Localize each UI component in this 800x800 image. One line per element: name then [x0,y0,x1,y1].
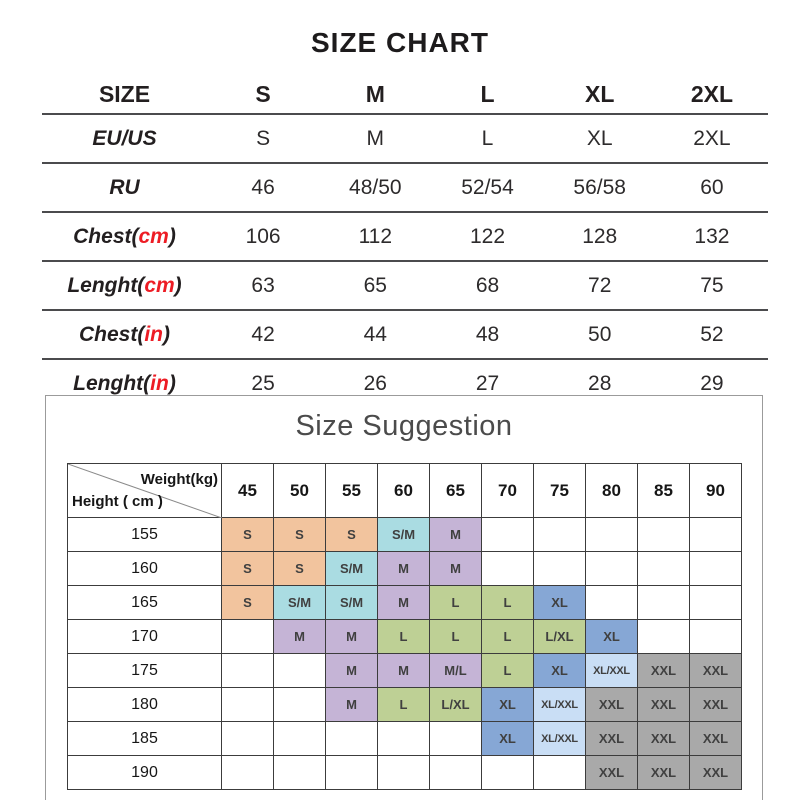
suggestion-size-cell: S [274,518,326,552]
size-table [42,75,768,407]
suggestion-size-cell: M [378,552,430,586]
suggestion-size-cell: XXL [638,722,690,756]
suggestion-empty-cell [586,586,638,620]
weight-header-cell: 85 [638,464,690,518]
size-table-body [42,115,768,407]
suggestion-empty-cell [274,756,326,790]
size-value-cell: 65 [363,273,387,297]
suggestion-size-cell: L [378,620,430,654]
suggestion-empty-cell [378,722,430,756]
suggestion-size-cell: XL [534,654,586,688]
size-value-cell: 122 [469,224,506,248]
suggestion-empty-cell [222,654,274,688]
column-header-s: S [255,80,271,107]
suggestion-size-cell: M [378,654,430,688]
size-table-row [42,213,768,262]
suggestion-size-cell: M [378,586,430,620]
suggestion-size-cell: XL [482,722,534,756]
height-label-cell: 175 [68,654,222,688]
size-table-row [42,311,768,360]
suggestion-size-cell: S/M [326,586,378,620]
height-label-cell: 155 [68,518,222,552]
suggestion-size-cell: XXL [586,688,638,722]
size-header-label: SIZE [98,80,151,107]
suggestion-empty-cell [430,722,482,756]
row-label [42,274,207,298]
suggestion-empty-cell [222,688,274,722]
suggestion-empty-cell [326,722,378,756]
size-table-row [42,115,768,164]
suggestion-size-cell: XL/XXL [586,654,638,688]
suggestion-empty-cell [274,654,326,688]
size-value-cell: S [256,126,271,150]
row-label [42,323,207,347]
suggestion-size-cell: M [326,688,378,722]
suggestion-empty-cell [534,756,586,790]
suggestion-size-cell: S/M [378,518,430,552]
suggestion-empty-cell [222,756,274,790]
suggestion-size-cell: M [430,552,482,586]
weight-header-cell: 45 [222,464,274,518]
size-value-cell: 52/54 [461,175,514,199]
height-label-cell: 185 [68,722,222,756]
row-label-close: ) [174,273,182,297]
suggestion-empty-cell [430,756,482,790]
height-label-cell: 170 [68,620,222,654]
size-table-header-row [42,75,768,115]
row-label-text: Chest( [78,322,145,346]
row-label-unit: cm [138,224,169,248]
size-value-cell: 112 [358,224,393,248]
suggestion-size-cell: L [378,688,430,722]
size-value-cell: 48/50 [349,175,402,199]
row-label-text: Lenght( [67,273,145,297]
suggestion-size-cell: XL/XXL [534,722,586,756]
size-suggestion-title: Size Suggestion [295,410,513,442]
row-label [42,225,207,249]
suggestion-size-cell: XL [482,688,534,722]
suggestion-size-cell: XL [534,586,586,620]
size-value-cell: XL [586,126,613,150]
size-value-cell: 50 [588,322,612,346]
row-label-unit: in [144,322,163,346]
size-value-cell: 56/58 [573,175,626,199]
suggestion-size-cell: M [274,620,326,654]
height-label-cell: 190 [68,756,222,790]
suggestion-empty-cell [638,586,690,620]
suggestion-empty-cell [534,552,586,586]
suggestion-size-cell: L [482,586,534,620]
row-label-unit: cm [144,273,175,297]
suggestion-empty-cell [690,586,742,620]
suggestion-empty-cell [586,518,638,552]
suggestion-size-cell: S [326,518,378,552]
suggestion-empty-cell [638,552,690,586]
suggestion-empty-cell [638,518,690,552]
size-value-cell: 132 [694,224,730,248]
row-label-text: Lenght( [73,371,151,395]
size-value-cell: 75 [700,273,724,297]
size-value-cell: 63 [251,273,275,297]
suggestion-size-cell: M [326,654,378,688]
suggestion-size-cell: XXL [638,654,690,688]
row-label-unit: in [150,371,169,395]
size-value-cell: 46 [251,175,275,199]
suggestion-empty-cell [638,620,690,654]
weight-header-cell: 70 [482,464,534,518]
size-value-cell: 42 [251,322,275,346]
height-axis-label: Height ( cm ) [72,493,163,510]
size-table-row [42,262,768,311]
suggestion-size-cell: S [222,586,274,620]
suggestion-size-cell: M/L [430,654,482,688]
suggestion-empty-cell [222,620,274,654]
size-value-cell: 25 [251,371,275,395]
weight-header-cell: 55 [326,464,378,518]
weight-header-cell: 50 [274,464,326,518]
suggestion-empty-cell [690,620,742,654]
column-header-xl: XL [585,80,615,107]
suggestion-size-cell: L [482,620,534,654]
weight-header-cell: 60 [378,464,430,518]
weight-header-cell: 65 [430,464,482,518]
size-value-cell: 106 [245,224,281,248]
row-label [42,372,207,396]
size-value-cell: 68 [475,273,500,297]
row-label-text: RU [109,175,140,199]
suggestion-empty-cell [690,552,742,586]
suggestion-size-cell: S/M [274,586,326,620]
row-label-text: Chest( [73,224,139,248]
size-value-cell: 44 [363,322,387,346]
suggestion-size-cell: XXL [690,654,742,688]
suggestion-empty-cell [482,552,534,586]
suggestion-table [67,463,742,790]
column-header-m: M [365,80,385,107]
suggestion-size-cell: XXL [638,688,690,722]
suggestion-empty-cell [274,688,326,722]
suggestion-size-cell: M [430,518,482,552]
column-header-l: L [480,80,495,107]
height-label-cell: 165 [68,586,222,620]
height-label-cell: 160 [68,552,222,586]
size-value-cell: M [366,126,385,150]
page-title: SIZE CHART [311,27,489,58]
row-label [42,127,207,151]
suggestion-empty-cell [482,756,534,790]
row-label-close: ) [168,371,176,395]
size-value-cell: 27 [475,371,500,395]
suggestion-size-cell: XXL [690,688,742,722]
suggestion-size-cell: XXL [586,722,638,756]
weight-header-cell: 90 [690,464,742,518]
size-value-cell: 48 [475,322,500,346]
suggestion-empty-cell [586,552,638,586]
suggestion-size-cell: L [430,586,482,620]
size-value-cell: 28 [588,371,612,395]
suggestion-size-cell: XXL [690,722,742,756]
suggestion-empty-cell [274,722,326,756]
row-label-close: ) [163,322,170,346]
suggestion-empty-cell [534,518,586,552]
suggestion-size-cell: XL/XXL [534,688,586,722]
suggestion-size-cell: XXL [638,756,690,790]
axis-header-cell [68,464,222,518]
suggestion-empty-cell [378,756,430,790]
suggestion-size-cell: L/XL [534,620,586,654]
suggestion-size-cell: S [274,552,326,586]
weight-axis-label: Weight(kg) [140,471,218,488]
row-label [42,176,207,200]
suggestion-size-cell: S [222,518,274,552]
suggestion-size-cell: S/M [326,552,378,586]
row-label-text: EU/US [92,126,157,150]
size-value-cell: 60 [700,175,724,199]
size-value-cell: 128 [582,224,618,248]
weight-header-cell: 80 [586,464,638,518]
suggestion-size-cell: L [430,620,482,654]
suggestion-size-cell: XXL [586,756,638,790]
size-value-cell: 72 [588,273,612,297]
suggestion-size-cell: XXL [690,756,742,790]
suggestion-empty-cell [482,518,534,552]
height-label-cell: 180 [68,688,222,722]
suggestion-size-cell: XL [586,620,638,654]
size-value-cell: 26 [363,371,387,395]
size-table-row [42,164,768,213]
column-header-2xl: 2XL [690,80,733,107]
suggestion-size-cell: L [482,654,534,688]
suggestion-size-cell: M [326,620,378,654]
size-value-cell: L [481,126,494,150]
size-value-cell: 29 [700,371,724,395]
size-value-cell: 2XL [693,126,731,150]
suggestion-empty-cell [222,722,274,756]
suggestion-size-cell: L/XL [430,688,482,722]
suggestion-empty-cell [690,518,742,552]
suggestion-empty-cell [326,756,378,790]
weight-header-cell: 75 [534,464,586,518]
suggestion-size-cell: S [222,552,274,586]
size-value-cell: 52 [700,322,724,346]
row-label-close: ) [168,224,176,248]
